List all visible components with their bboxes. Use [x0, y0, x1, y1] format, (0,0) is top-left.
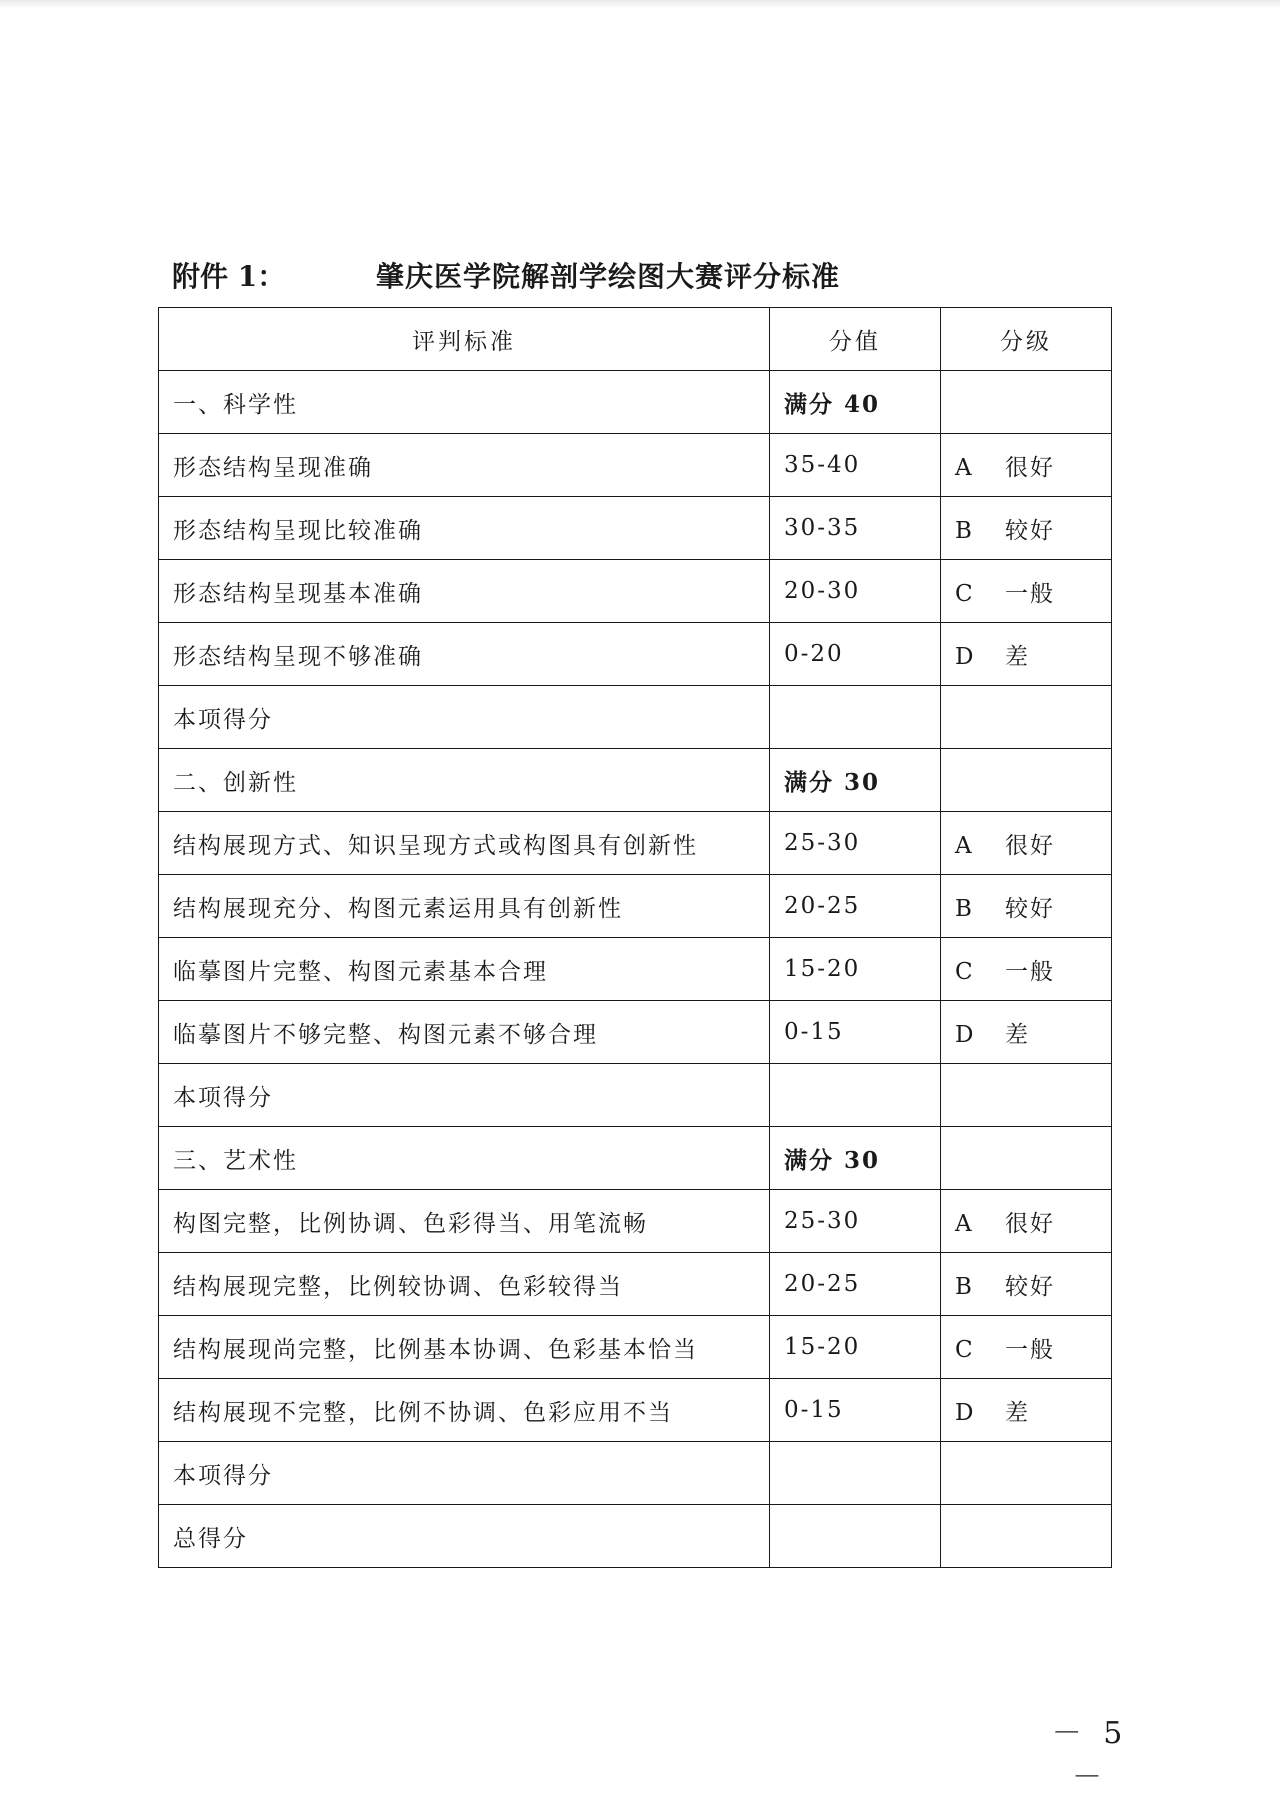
- grade-cell: [941, 623, 1112, 686]
- section-title: 二、创新性: [159, 749, 770, 812]
- criterion-text: 结构展现尚完整，比例基本协调、色彩基本恰当: [159, 1316, 770, 1379]
- grade-letter: B: [955, 1273, 972, 1300]
- subtotal-row: [159, 686, 1112, 749]
- criterion-row: [159, 938, 1112, 1001]
- grade-cell: [941, 1316, 1112, 1379]
- criterion-text: 结构展现完整，比例较协调、色彩较得当: [159, 1253, 770, 1316]
- empty-cell: [941, 1064, 1112, 1127]
- criterion-text: 形态结构呈现基本准确: [159, 560, 770, 623]
- grade-letter: C: [955, 580, 973, 607]
- subtotal-score-cell: [770, 1442, 941, 1505]
- criterion-text: 形态结构呈现比较准确: [159, 497, 770, 560]
- score-range: 20-25: [770, 875, 941, 938]
- score-range: 30-35: [770, 497, 941, 560]
- column-header-grade: 分级: [941, 308, 1112, 371]
- section-title-row: [159, 1127, 1112, 1190]
- criterion-row: [159, 1190, 1112, 1253]
- subtotal-score-cell: [770, 686, 941, 749]
- grade-cell: [941, 1379, 1112, 1442]
- column-header-criteria: 评判标准: [159, 308, 770, 371]
- section-full-score: 满分 30: [770, 749, 941, 812]
- scoring-table: [158, 307, 1112, 1568]
- grade-description: 差: [1005, 643, 1030, 670]
- subtotal-label: 本项得分: [159, 686, 770, 749]
- criterion-row: [159, 875, 1112, 938]
- grade-description: 一般: [1005, 580, 1055, 607]
- score-range: 0-20: [770, 623, 941, 686]
- score-range: 25-30: [770, 812, 941, 875]
- empty-cell: [941, 749, 1112, 812]
- subtotal-label: 本项得分: [159, 1442, 770, 1505]
- page-number: － 5 －: [1051, 1716, 1129, 1795]
- criterion-row: [159, 434, 1112, 497]
- grade-cell: [941, 497, 1112, 560]
- section-full-score: 满分 30: [770, 1127, 941, 1190]
- score-range: 0-15: [770, 1379, 941, 1442]
- grade-cell: [941, 560, 1112, 623]
- total-score-cell: [770, 1505, 941, 1568]
- empty-cell: [941, 371, 1112, 434]
- grade-letter: A: [955, 1210, 972, 1237]
- grade-description: 一般: [1005, 1336, 1055, 1363]
- attachment-label: 附件 1：: [172, 260, 286, 293]
- criterion-row: [159, 1379, 1112, 1442]
- grade-cell: [941, 1190, 1112, 1253]
- grade-description: 差: [1005, 1021, 1030, 1048]
- grade-cell: [941, 434, 1112, 497]
- grade-letter: D: [955, 643, 974, 670]
- grade-letter: A: [955, 832, 972, 859]
- grade-description: 较好: [1005, 895, 1055, 922]
- grade-letter: B: [955, 517, 972, 544]
- criterion-text: 构图完整，比例协调、色彩得当、用笔流畅: [159, 1190, 770, 1253]
- table-header-row: [159, 308, 1112, 371]
- empty-cell: [941, 1442, 1112, 1505]
- section-title-row: [159, 371, 1112, 434]
- criterion-row: [159, 1316, 1112, 1379]
- criterion-text: 临摹图片完整、构图元素基本合理: [159, 938, 770, 1001]
- subtotal-row: [159, 1442, 1112, 1505]
- criterion-text: 形态结构呈现准确: [159, 434, 770, 497]
- criterion-row: [159, 1001, 1112, 1064]
- grade-letter: D: [955, 1399, 974, 1426]
- column-header-score: 分值: [770, 308, 941, 371]
- section-full-score: 满分 40: [770, 371, 941, 434]
- subtotal-label: 本项得分: [159, 1064, 770, 1127]
- score-range: 35-40: [770, 434, 941, 497]
- grade-letter: C: [955, 958, 973, 985]
- subtotal-score-cell: [770, 1064, 941, 1127]
- criterion-row: [159, 623, 1112, 686]
- criterion-text: 临摹图片不够完整、构图元素不够合理: [159, 1001, 770, 1064]
- empty-cell: [941, 686, 1112, 749]
- criterion-row: [159, 497, 1112, 560]
- empty-cell: [941, 1127, 1112, 1190]
- grade-cell: [941, 1001, 1112, 1064]
- grade-description: 较好: [1005, 517, 1055, 544]
- score-range: 20-30: [770, 560, 941, 623]
- grade-description: 很好: [1005, 832, 1055, 859]
- document-heading: [172, 252, 1072, 302]
- grade-description: 一般: [1005, 958, 1055, 985]
- empty-cell: [941, 1505, 1112, 1568]
- grade-cell: [941, 1253, 1112, 1316]
- grade-cell: [941, 875, 1112, 938]
- grade-description: 差: [1005, 1399, 1030, 1426]
- total-row: [159, 1505, 1112, 1568]
- section-title: 三、艺术性: [159, 1127, 770, 1190]
- criterion-row: [159, 560, 1112, 623]
- grade-description: 很好: [1005, 454, 1055, 481]
- grade-letter: D: [955, 1021, 974, 1048]
- grade-description: 很好: [1005, 1210, 1055, 1237]
- grade-letter: B: [955, 895, 972, 922]
- grade-cell: [941, 938, 1112, 1001]
- subtotal-row: [159, 1064, 1112, 1127]
- score-range: 15-20: [770, 1316, 941, 1379]
- grade-cell: [941, 812, 1112, 875]
- grade-letter: A: [955, 454, 972, 481]
- page-title: 肇庆医学院解剖学绘图大赛评分标准: [376, 260, 841, 293]
- scan-edge: [0, 0, 1280, 8]
- grade-description: 较好: [1005, 1273, 1055, 1300]
- section-title: 一、科学性: [159, 371, 770, 434]
- score-range: 0-15: [770, 1001, 941, 1064]
- total-label: 总得分: [159, 1505, 770, 1568]
- criterion-row: [159, 812, 1112, 875]
- criterion-text: 形态结构呈现不够准确: [159, 623, 770, 686]
- criterion-text: 结构展现方式、知识呈现方式或构图具有创新性: [159, 812, 770, 875]
- criterion-text: 结构展现充分、构图元素运用具有创新性: [159, 875, 770, 938]
- criterion-text: 结构展现不完整，比例不协调、色彩应用不当: [159, 1379, 770, 1442]
- score-range: 25-30: [770, 1190, 941, 1253]
- criterion-row: [159, 1253, 1112, 1316]
- section-title-row: [159, 749, 1112, 812]
- score-range: 15-20: [770, 938, 941, 1001]
- grade-letter: C: [955, 1336, 973, 1363]
- score-range: 20-25: [770, 1253, 941, 1316]
